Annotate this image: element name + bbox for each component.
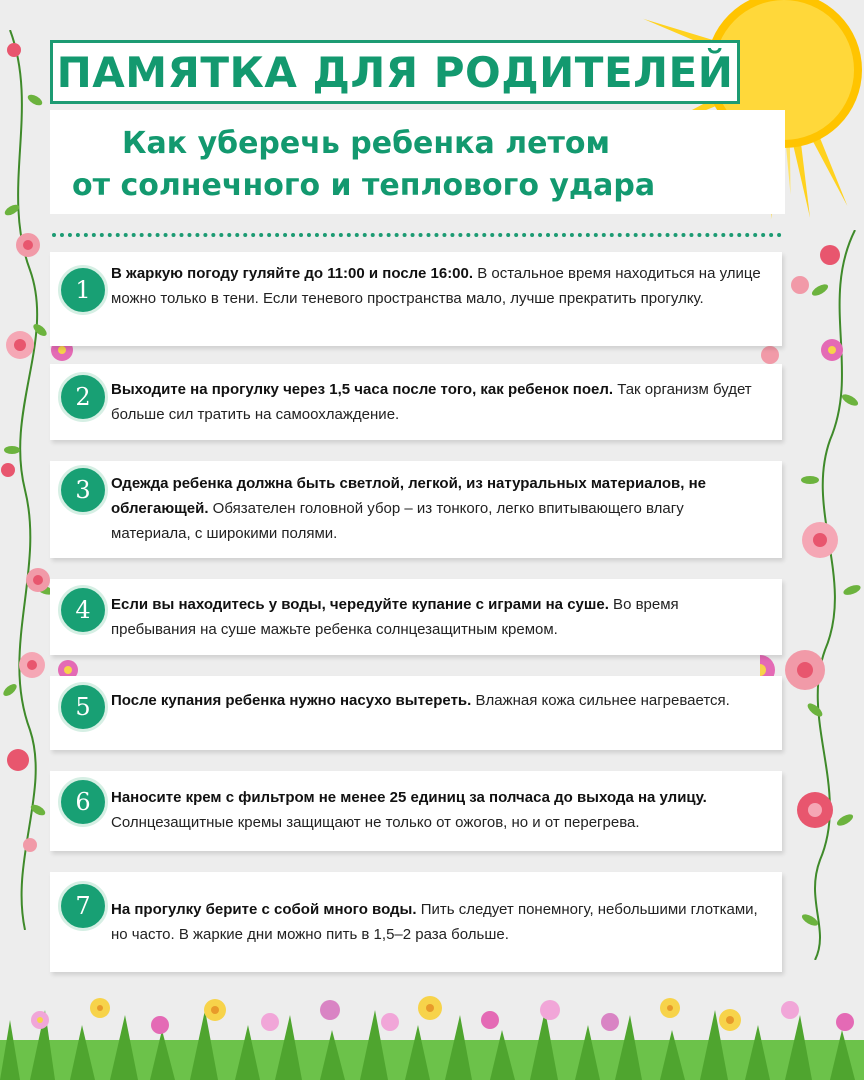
title-banner (50, 40, 740, 104)
page-title: ПАМЯТКА ДЛЯ РОДИТЕЛЕЙ (56, 47, 734, 97)
tip-number-badge: 5 (58, 682, 108, 732)
tip-body-text: Солнцезащитные кремы защищают не только от ожогов, но и от перегрева. (111, 814, 640, 831)
tip-card-5 (50, 676, 782, 750)
tip-text (111, 592, 762, 642)
tip-text (111, 261, 762, 311)
tip-text (111, 688, 762, 713)
tip-body-text: Влажная кожа сильнее нагревается. (471, 692, 730, 709)
subtitle-line-1: Как уберечь ребенка летом (122, 126, 610, 161)
tip-bold-text: Выходите на прогулку через 1,5 часа после того, как ребенок поел. (111, 381, 614, 398)
tip-bold-text: Одежда ребенка должна быть светлой, легкой, из натуральных материалов, не облегающей. (111, 475, 706, 517)
tip-card-4 (50, 579, 782, 655)
tip-text (111, 471, 762, 546)
tip-bold-text: Если вы находитесь у воды, чередуйте купание с играми на суше. (111, 596, 609, 613)
tip-card-2 (50, 364, 782, 440)
tip-body-text: Обязателен головной убор – из тонкого, легко впитывающего влагу материала, с широкими полями. (111, 500, 684, 542)
tip-text (111, 785, 762, 835)
tip-body-text: Во время пребывания на суше мажьте ребенка солнцезащитным кремом. (111, 596, 679, 638)
tip-bold-text: После купания ребенка нужно насухо вытереть. (111, 692, 472, 709)
tip-body-text: Так организм будет больше сил тратить на самоохлаждение. (111, 381, 752, 423)
tip-number-badge: 2 (58, 372, 108, 422)
tip-number-badge: 4 (58, 585, 108, 635)
tip-body-text: Пить следует понемногу, небольшими глотками, но часто. В жаркие дни можно пить в 1,5–2 раза больше. (111, 901, 758, 943)
tip-bold-text: Наносите крем с фильтром не менее 25 единиц за полчаса до выхода на улицу. (111, 789, 707, 806)
tip-text (111, 377, 762, 427)
tip-number-badge: 6 (58, 777, 108, 827)
subtitle-line-2: от солнечного и теплового удара (72, 168, 656, 203)
tip-number-badge: 3 (58, 465, 108, 515)
dotted-divider (52, 233, 782, 237)
tip-card-7 (50, 872, 782, 972)
tip-number-badge: 7 (58, 881, 108, 931)
tip-card-3 (50, 461, 782, 558)
tip-card-6 (50, 771, 782, 851)
tip-body-text: В остальное время находиться на улице можно только в тени. Если теневого пространства мало, лучше прекратить прогулку. (111, 265, 761, 307)
subtitle-panel (50, 110, 785, 214)
tip-bold-text: На прогулку берите с собой много воды. (111, 901, 417, 918)
tip-card-1 (50, 252, 782, 346)
tip-number-badge: 1 (58, 265, 108, 315)
grass-flowers-illustration (0, 980, 864, 1080)
tip-bold-text: В жаркую погоду гуляйте до 11:00 и после 16:00. (111, 265, 474, 282)
tip-text (111, 897, 762, 947)
